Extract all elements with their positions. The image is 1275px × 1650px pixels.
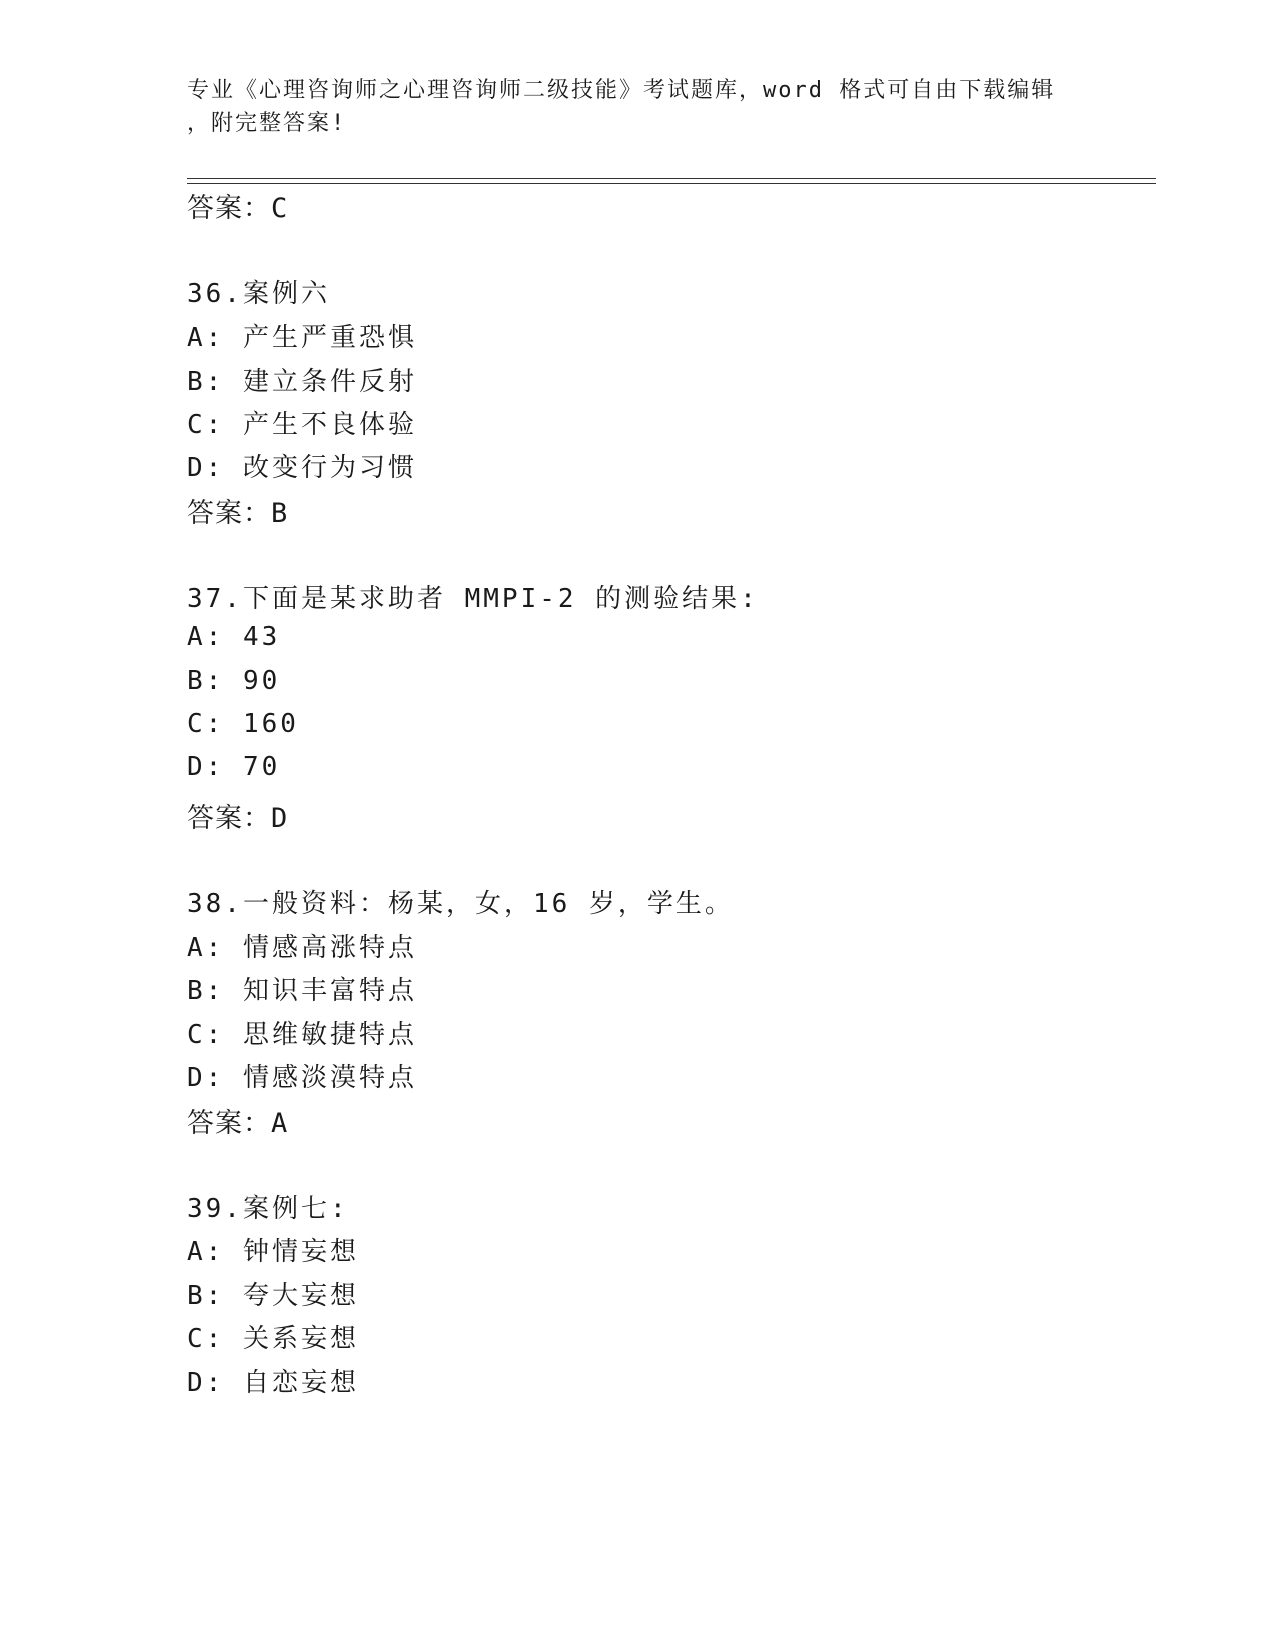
question-38-option-b: B: 知识丰富特点 <box>187 976 417 1006</box>
question-36-option-b: B: 建立条件反射 <box>187 367 417 397</box>
question-39-title: 39.案例七: <box>187 1194 349 1224</box>
answer-q36: 答案：B <box>187 498 289 529</box>
question-39-option-c: C: 关系妄想 <box>187 1324 359 1354</box>
question-39-option-a: A: 钟情妄想 <box>187 1237 359 1267</box>
question-37-option-c: C: 160 <box>187 709 299 739</box>
header-line-2: ，附完整答案! <box>187 111 347 136</box>
answer-q37: 答案：D <box>187 803 289 834</box>
question-36-option-d: D: 改变行为习惯 <box>187 453 417 483</box>
question-38-option-d: D: 情感淡漠特点 <box>187 1063 417 1093</box>
question-38-title: 38.一般资料：杨某，女，16 岁，学生。 <box>187 889 734 919</box>
question-37-option-d: D: 70 <box>187 752 281 782</box>
question-39-option-b: B: 夸大妄想 <box>187 1281 359 1311</box>
question-38-option-a: A: 情感高涨特点 <box>187 933 417 963</box>
question-38-option-c: C: 思维敏捷特点 <box>187 1020 417 1050</box>
question-36-title: 36.案例六 <box>187 279 330 309</box>
question-39-option-d: D: 自恋妄想 <box>187 1368 359 1398</box>
question-36-option-a: A: 产生严重恐惧 <box>187 323 417 353</box>
answer-q38: 答案：A <box>187 1108 289 1139</box>
document-header <box>187 74 1087 140</box>
question-37-title: 37.下面是某求助者 MMPI-2 的测验结果: <box>187 584 759 614</box>
question-36-option-c: C: 产生不良体验 <box>187 410 417 440</box>
header-line-1: 专业《心理咨询师之心理咨询师二级技能》考试题库，word 格式可自由下载编辑 <box>187 78 1056 103</box>
question-37-option-b: B: 90 <box>187 666 281 696</box>
header-divider-top <box>187 178 1156 179</box>
answer-q35: 答案：C <box>187 193 289 224</box>
question-37-option-a: A: 43 <box>187 622 281 652</box>
header-divider-bottom <box>187 183 1156 184</box>
